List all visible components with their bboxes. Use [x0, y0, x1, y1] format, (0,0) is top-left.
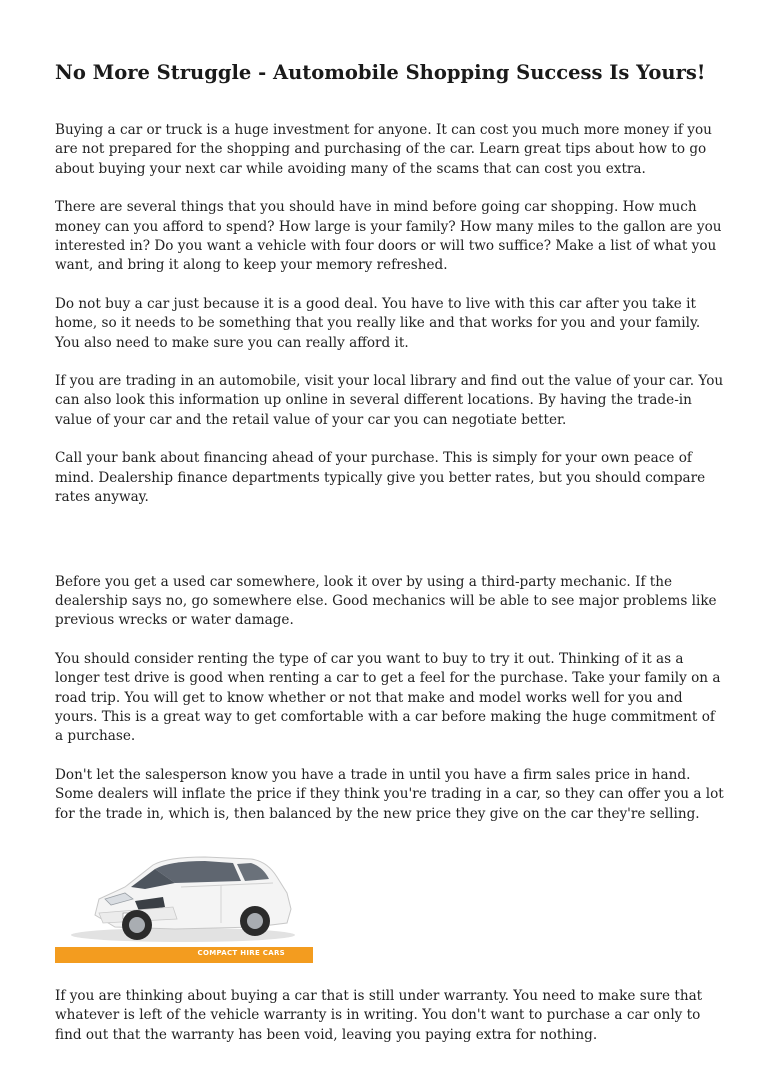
paragraph-renting: You should consider renting the type of car you want to buy to try it out. Thinking of it as a longer test drive is good when renting a car to get a feel for the purchase. Take your family on a road trip. You will get to know whether or not that make and model works well for you and yours. This is a great way to get comfortable with a car before making the huge commitment of a purchase. [55, 650, 721, 745]
blank-space [55, 527, 725, 573]
paragraph-intro: Buying a car or truck is a huge investment for anyone. It can cost you much more money if you are not prepared for the shopping and purchasing of the car. Learn great tips about how to go about buying your next car while avoiding many of the scams that can cost you extra. [55, 122, 712, 177]
paragraph-good-deal: Do not buy a car just because it is a good deal. You have to live with this car after you take it home, so it needs to be something that you really like and that works for you and your family. You also need to make sure you can really afford it. [55, 295, 701, 351]
banner-caption: COMPACT HIRE CARS [197, 948, 285, 957]
orange-banner [55, 947, 313, 963]
page-title: No More Struggle - Automobile Shopping Success Is Yours! [55, 61, 706, 84]
document-page [55, 58, 725, 1064]
paragraph-trade-in-value: If you are trading in an automobile, visit your local library and find out the value of your car. You can also look this information up online in several different locations. By having the trade-in value of your car and the retail value of your car you can negotiate better. [55, 373, 724, 428]
paragraph-mechanic: Before you get a used car somewhere, look it over by using a third-party mechanic. If the dealership says no, go somewhere else. Good mechanics will be able to see major problems like previous wrecks or water damage. [55, 573, 717, 629]
compact-car-image [55, 843, 313, 963]
paragraph-warranty: If you are thinking about buying a car that is still under warranty. You need to make sure that whatever is left of the vehicle warranty is in writing. You don't want to purchase a car only to find out that the warranty has been void, leaving you paying extra for nothing. [55, 987, 703, 1043]
paragraph-considerations: There are several things that you should have in mind before going car shopping. How much money can you afford to spend? How large is your family? How many miles to the gallon are you interested in? Do you want a vehicle with four doors or will two suffice? Make a list of what you want, and bring it along to keep your memory refreshed. [55, 199, 722, 274]
paragraph-salesperson: Don't let the salesperson know you have a trade in until you have a firm sales price in hand. Some dealers will inflate the price if they think you're trading in a car, so they can offer you a lot for the trade in, which is, then balanced by the new price they give on the car they're selling. [55, 766, 724, 822]
white-sedan-illustration [55, 843, 313, 947]
paragraph-financing: Call your bank about financing ahead of your purchase. This is simply for your own peace of mind. Dealership finance departments typically give you better rates, but you should compare rates anyway. [55, 450, 706, 506]
